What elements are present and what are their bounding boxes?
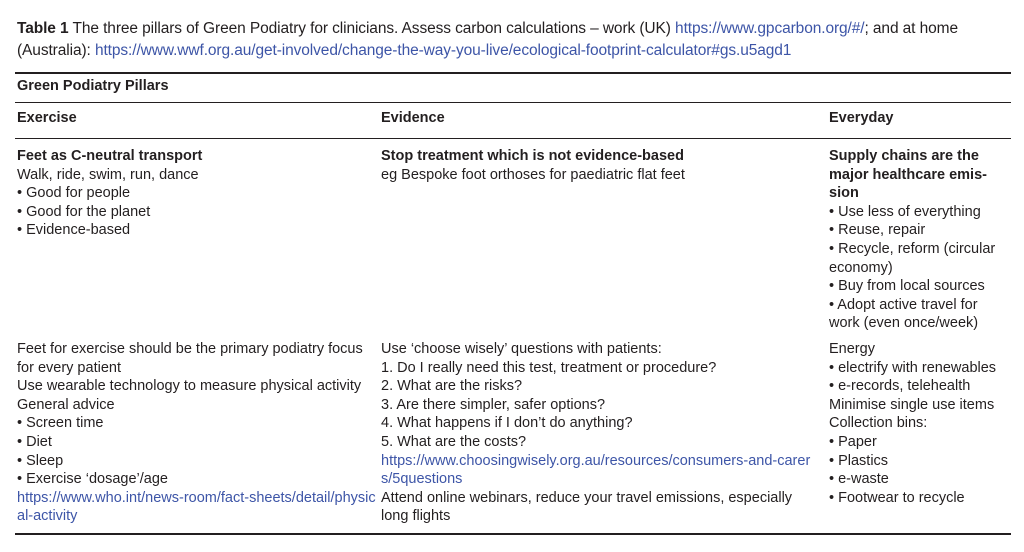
- cell-heading: Feet as C-neutral transport: [17, 148, 203, 164]
- wwf-calculator-link[interactable]: https://www.wwf.org.au/get-involved/change-the-way-you-live/ecological-footprint-calculator#gs.u5agd1: [94, 42, 792, 59]
- list-item: • Good for people: [17, 185, 131, 202]
- list-item: • electrify with renewables: [829, 359, 997, 376]
- choosing-wisely-link[interactable]: https://www.choosingwisely.org.au/resources/consumers-and-carers/5questions: [381, 452, 811, 488]
- list-item: • Adopt active travel for work (even once/week): [829, 296, 979, 332]
- list-item: • Reuse, repair: [829, 222, 926, 239]
- list-item: • Exercise ‘dosage’/age: [17, 471, 168, 488]
- list-item: • Buy from local sources: [829, 278, 985, 295]
- list-item: Attend online webinars, reduce your travel emissions, especially long flights: [381, 489, 793, 525]
- cell-row1-evidence: [381, 147, 811, 184]
- list-item: 3. Are there simpler, safer options?: [381, 396, 606, 413]
- list-item: • Diet: [17, 433, 52, 450]
- cell-row1-everyday: [829, 147, 1009, 333]
- cell-row2-evidence: [381, 340, 811, 526]
- table-title: Green Podiatry Pillars: [17, 78, 169, 94]
- header-evidence: Evidence: [381, 110, 445, 126]
- caption-text: The three pillars of Green Podiatry for clinicians. Assess carbon calculations – work (UK): [68, 20, 676, 37]
- list-item: General advice: [17, 396, 115, 413]
- cell-heading: Stop treatment which is not evidence-based: [381, 148, 684, 164]
- header-rule: [15, 138, 1011, 139]
- table-caption: [17, 18, 1017, 62]
- list-item: Use ‘choose wisely’ questions with patients:: [381, 341, 662, 357]
- caption-mid: ; and at home (Australia):: [17, 20, 958, 59]
- list-item: • Use less of everything: [829, 203, 981, 220]
- cell-row1-exercise: [17, 147, 377, 240]
- list-item: • Plastics: [829, 452, 889, 469]
- cell-row2-everyday: [829, 340, 1009, 507]
- list-item: 5. What are the costs?: [381, 433, 527, 450]
- list-item: 2. What are the risks?: [381, 378, 523, 395]
- list-item: Minimise single use items: [829, 396, 995, 413]
- header-everyday: Everyday: [829, 110, 894, 126]
- list-item: • Sleep: [17, 452, 64, 469]
- list-item: • e-waste: [829, 471, 889, 488]
- list-item: • Footwear to recycle: [829, 489, 965, 506]
- table-top-rule: [15, 72, 1011, 74]
- who-physical-activity-link[interactable]: https://www.who.int/news-room/fact-sheets/detail/physical-activity: [17, 489, 376, 525]
- list-item: 1. Do I really need this test, treatment or procedure?: [381, 359, 717, 376]
- list-item: Energy: [829, 341, 875, 357]
- list-item: Collection bins:: [829, 415, 928, 432]
- list-item: Feet for exercise should be the primary podiatry focus for every patient: [17, 341, 363, 376]
- cell-row2-exercise: [17, 340, 377, 526]
- list-item: • Good for the planet: [17, 203, 151, 220]
- list-item: • Recycle, reform (circular economy): [829, 240, 996, 276]
- header-exercise: Exercise: [17, 110, 77, 126]
- list-item: Walk, ride, swim, run, dance: [17, 166, 199, 183]
- list-item: • Screen time: [17, 415, 104, 432]
- table-bottom-rule: [15, 533, 1011, 535]
- title-rule: [15, 102, 1011, 103]
- list-item: • Paper: [829, 433, 877, 450]
- list-item: eg Bespoke foot orthoses for paediatric flat feet: [381, 166, 685, 183]
- list-item: Use wearable technology to measure physical activity: [17, 378, 362, 395]
- gpcarbon-link[interactable]: https://www.gpcarbon.org/#/: [675, 20, 865, 37]
- cell-heading: Supply chains are the major healthcare emis-sion: [829, 148, 987, 202]
- list-item: 4. What happens if I don’t do anything?: [381, 415, 633, 432]
- caption-label: Table 1: [17, 20, 69, 37]
- list-item: • Evidence-based: [17, 222, 131, 239]
- list-item: • e-records, telehealth: [829, 378, 971, 395]
